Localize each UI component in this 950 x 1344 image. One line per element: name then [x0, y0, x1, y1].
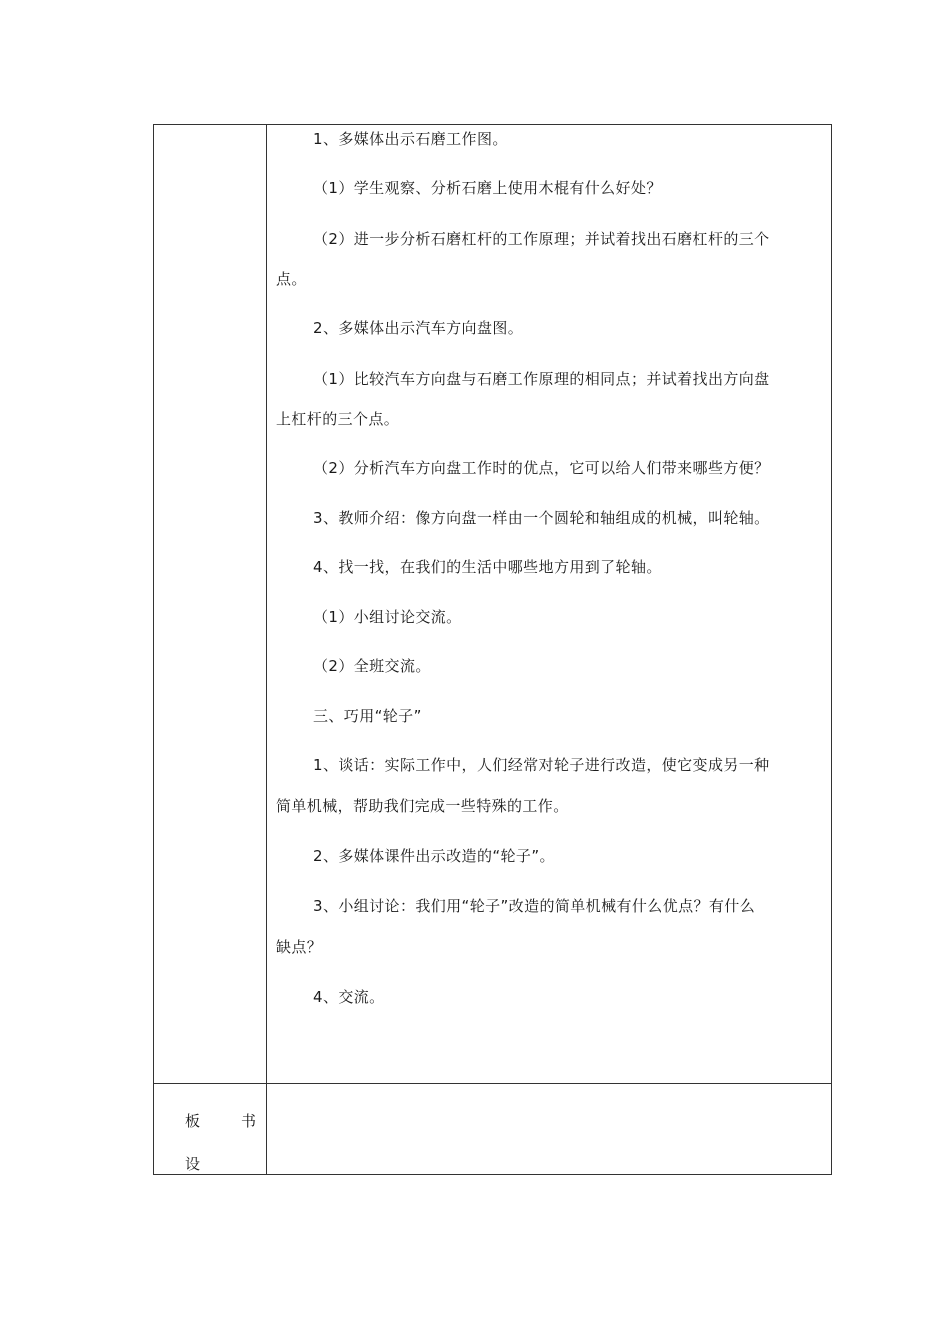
text-line: 三、巧用“轮子”: [313, 707, 422, 725]
text-line: 2、多媒体出示汽车方向盘图。: [313, 319, 524, 337]
text-line: 2、多媒体课件出示改造的“轮子”。: [313, 847, 555, 865]
text-line: 3、小组讨论：我们用“轮子”改造的简单机械有什么优点？有什么: [313, 897, 756, 915]
text-line: 1、谈话：实际工作中，人们经常对轮子进行改造，使它变成另一种: [313, 756, 770, 774]
text-line: 上杠杆的三个点。: [276, 410, 400, 428]
column-divider: [266, 125, 267, 1174]
text-line: 4、交流。: [313, 988, 385, 1006]
board-design-label-1: 板: [185, 1112, 201, 1130]
text-line: （2）进一步分析石磨杠杆的工作原理；并试着找出石磨杠杆的三个: [313, 230, 770, 248]
text-line: （2）分析汽车方向盘工作时的优点，它可以给人们带来哪些方便？: [313, 459, 770, 477]
text-line: 简单机械，帮助我们完成一些特殊的工作。: [276, 797, 569, 815]
text-line: （2）全班交流。: [313, 657, 431, 675]
text-line: 1、多媒体出示石磨工作图。: [313, 130, 508, 148]
text-line: （1）学生观察、分析石磨上使用木棍有什么好处？: [313, 179, 662, 197]
text-line: 缺点？: [276, 938, 323, 956]
text-line: （1）比较汽车方向盘与石磨工作原理的相同点；并试着找出方向盘: [313, 370, 770, 388]
text-line: （1）小组讨论交流。: [313, 608, 462, 626]
row-divider: [154, 1083, 831, 1084]
board-design-label-2: 书: [241, 1112, 257, 1130]
text-line: 3、教师介绍：像方向盘一样由一个圆轮和轴组成的机械，叫轮轴。: [313, 509, 770, 527]
lesson-table: [153, 124, 832, 1175]
text-line: 点。: [276, 270, 307, 288]
text-line: 4、找一找，在我们的生活中哪些地方用到了轮轴。: [313, 558, 662, 576]
board-design-label-3: 设: [185, 1155, 201, 1173]
